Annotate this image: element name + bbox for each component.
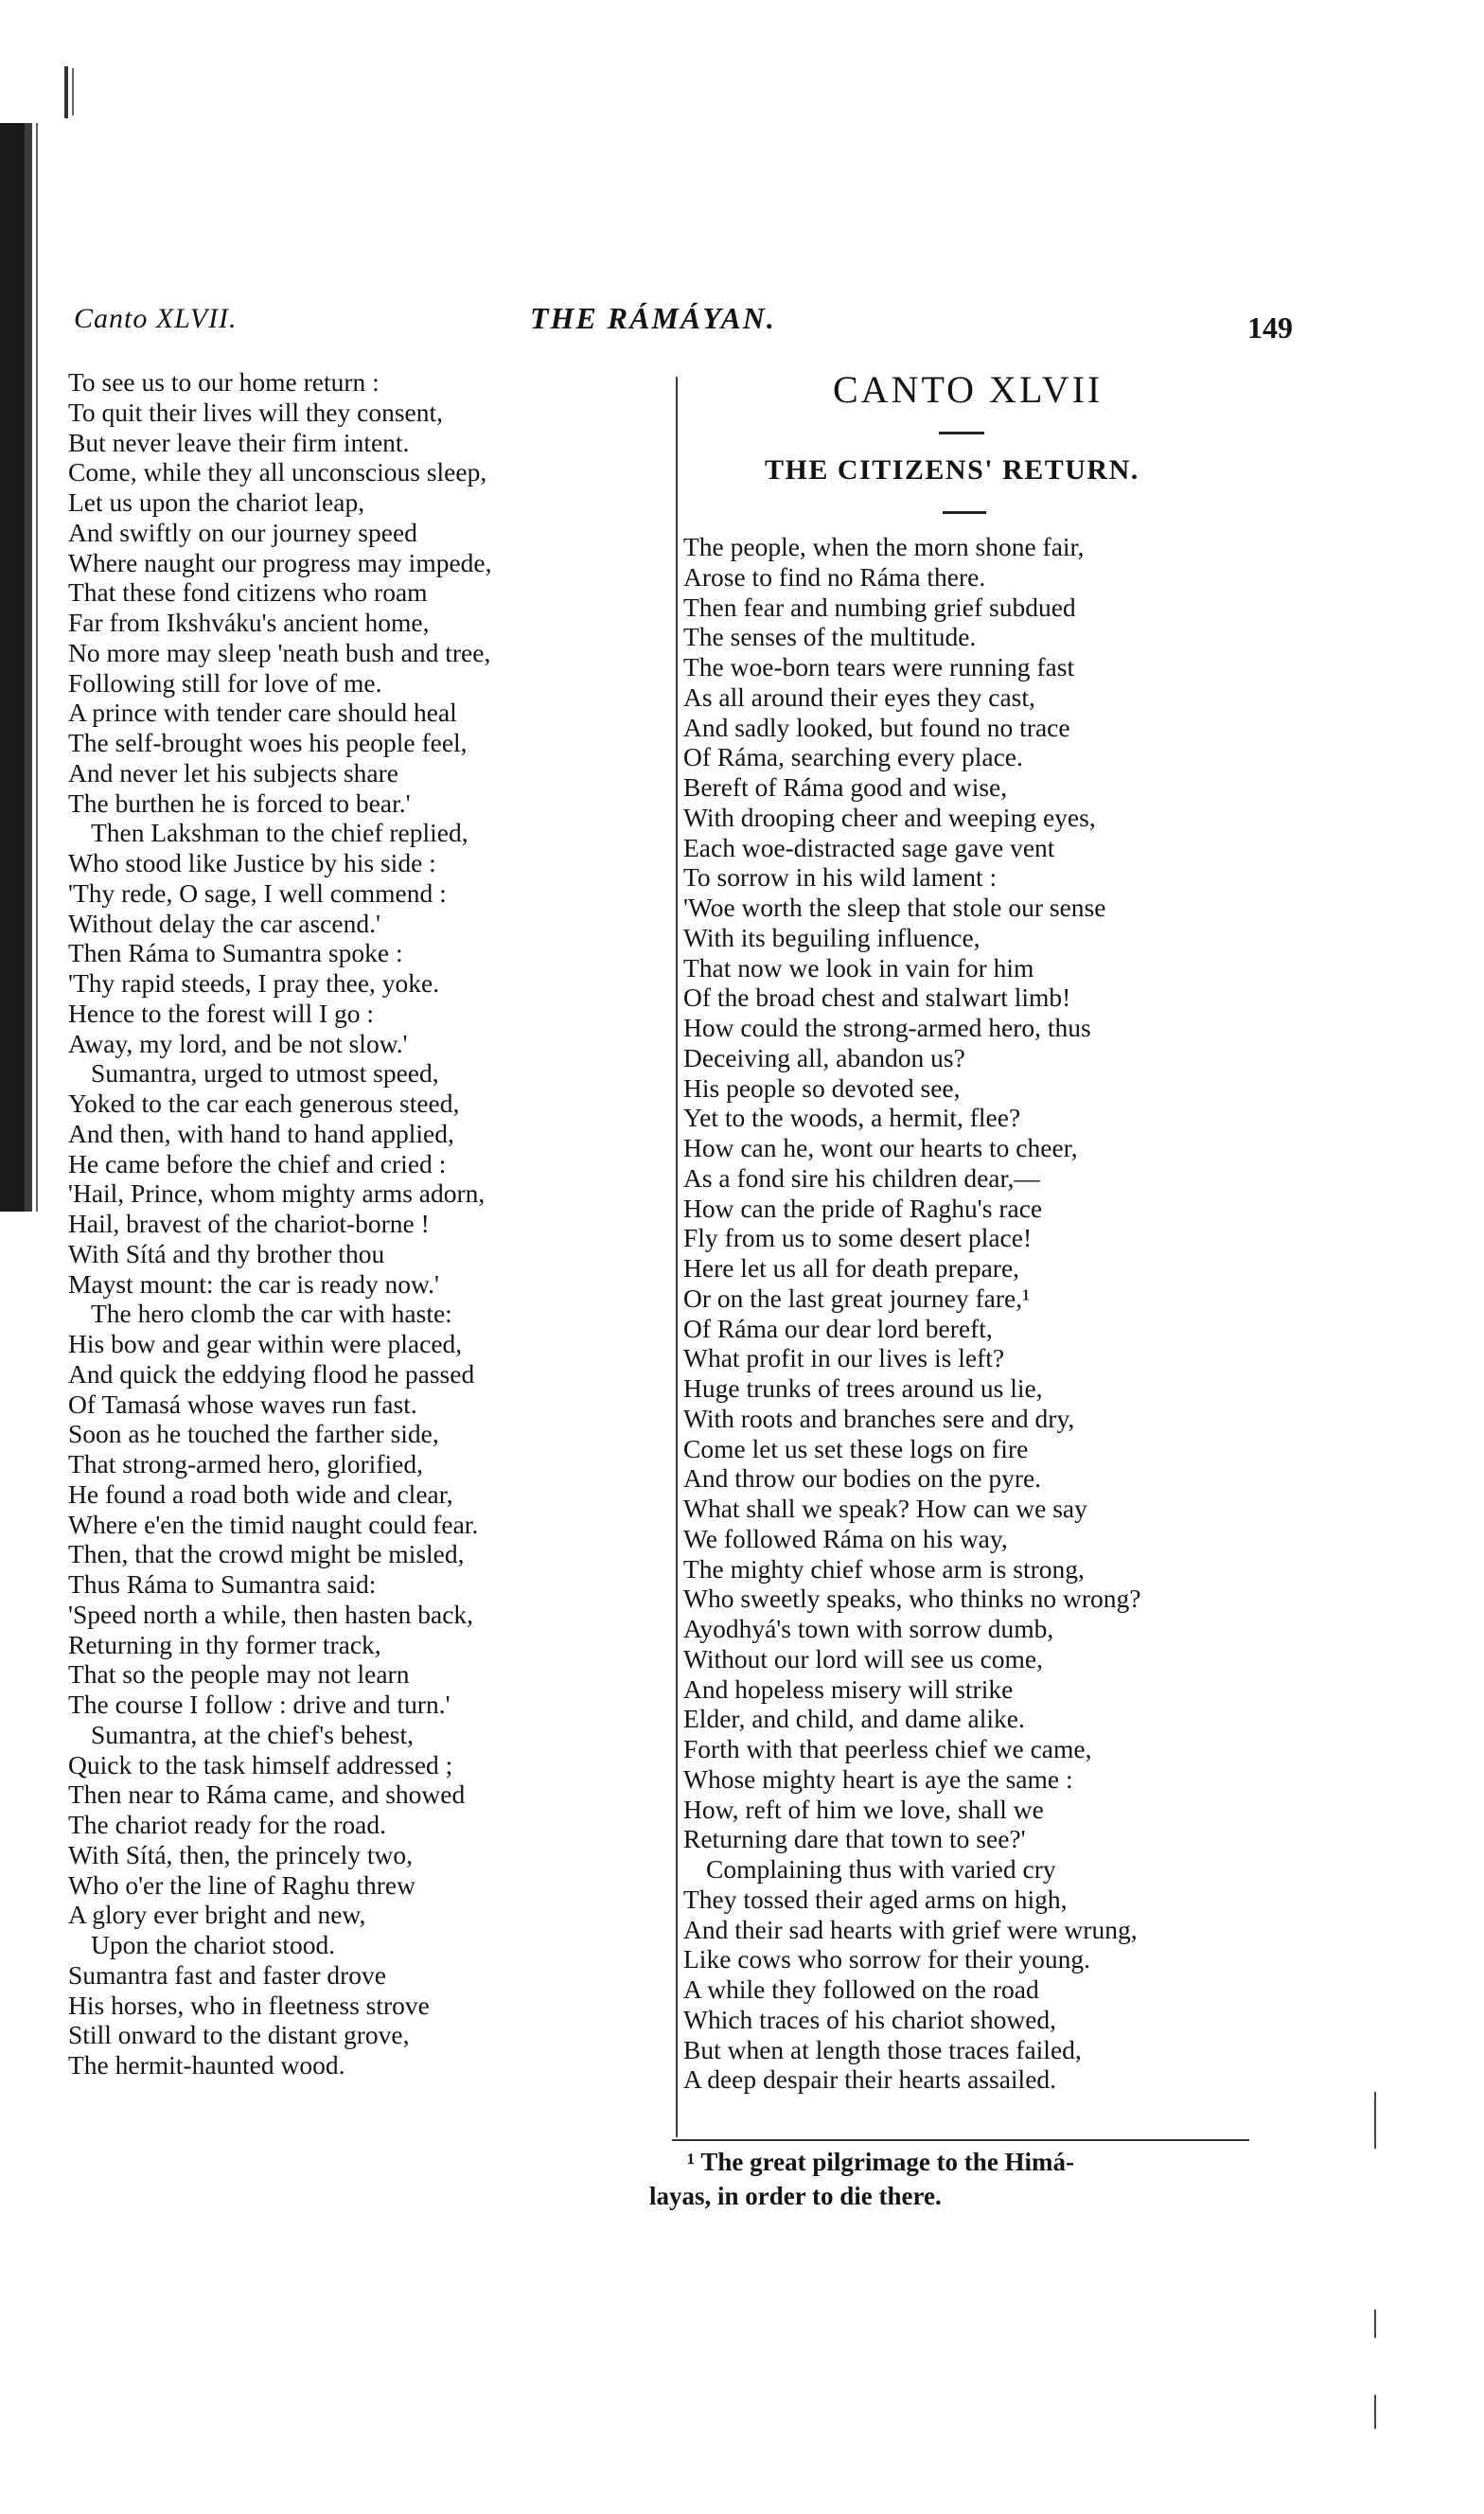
verse-line: Come let us set these logs on fire bbox=[683, 1433, 1029, 1463]
verse-line: That so the people may not learn bbox=[68, 1659, 410, 1690]
verse-line: Of Tamasá whose waves run fast. bbox=[68, 1389, 417, 1419]
binding-mark bbox=[64, 66, 68, 118]
verse-line: A prince with tender care should heal bbox=[68, 698, 457, 728]
verse-line: Which traces of his chariot showed, bbox=[683, 2004, 1057, 2034]
verse-line: No more may sleep 'neath bush and tree, bbox=[68, 637, 491, 667]
verse-line: The course I follow : drive and turn.' bbox=[68, 1690, 450, 1719]
verse-line: Hence to the forest will I go : bbox=[68, 998, 375, 1028]
verse-line: Soon as he touched the farther side, bbox=[68, 1419, 439, 1449]
verse-line: 'Woe worth the sleep that stole our sense bbox=[683, 893, 1106, 922]
verse-line: 'Thy rede, O sage, I well commend : bbox=[68, 877, 447, 908]
verse-line: That these fond citizens who roam bbox=[68, 577, 428, 608]
verse-line: Huge trunks of trees around us lie, bbox=[683, 1373, 1043, 1403]
verse-line: How could the strong-armed hero, thus bbox=[683, 1013, 1091, 1042]
verse-line: And hopeless misery will strike bbox=[683, 1673, 1014, 1704]
verse-line: Then, that the crowd might be misled, bbox=[68, 1539, 465, 1569]
verse-line: His people so devoted see, bbox=[683, 1072, 961, 1103]
verse-line: He came before the chief and cried : bbox=[68, 1148, 447, 1178]
verse-line: Mayst mount: the car is ready now.' bbox=[68, 1268, 439, 1299]
footnote bbox=[649, 2145, 1255, 2213]
verse-line: A while they followed on the road bbox=[683, 1974, 1039, 2004]
verse-line: The mighty chief whose arm is strong, bbox=[683, 1553, 1085, 1584]
verse-line: Following still for love of me. bbox=[68, 667, 382, 698]
running-head-canto: Canto XLVII. bbox=[74, 303, 238, 334]
verse-line: Like cows who sorrow for their young. bbox=[683, 1944, 1090, 1974]
verse-line: They tossed their aged arms on high, bbox=[683, 1884, 1068, 1914]
verse-line: Who sweetly speaks, who thinks no wrong? bbox=[683, 1584, 1141, 1614]
verse-line: We followed Ráma on his way, bbox=[683, 1523, 1008, 1553]
verse-line: Bereft of Ráma good and wise, bbox=[683, 772, 1008, 802]
verse-line: Still onward to the distant grove, bbox=[68, 2020, 410, 2050]
verse-line: 'Hail, Prince, whom mighty arms adorn, bbox=[68, 1178, 486, 1209]
book-spine-shadow bbox=[0, 123, 66, 1212]
verse-line: The chariot ready for the road. bbox=[68, 1810, 386, 1839]
canto-title: CANTO XLVII bbox=[833, 368, 1104, 411]
verse-line: That strong-armed hero, glorified, bbox=[68, 1449, 423, 1478]
verse-line: Quick to the task himself addressed ; bbox=[68, 1749, 453, 1779]
right-verse-column bbox=[683, 532, 1289, 2095]
subtitle-rule bbox=[943, 511, 986, 514]
verse-line: Forth with that peerless chief we came, bbox=[683, 1734, 1092, 1763]
verse-line: With Sítá, then, the princely two, bbox=[68, 1839, 413, 1869]
verse-line: His horses, who in fleetness strove bbox=[68, 1990, 430, 2020]
page-number: 149 bbox=[1247, 310, 1293, 345]
canto-subtitle: THE CITIZENS' RETURN. bbox=[765, 454, 1140, 486]
running-head-title: THE RÁMÁYAN. bbox=[530, 301, 776, 335]
verse-line: The self-brought woes his people feel, bbox=[68, 728, 468, 757]
verse-line: How can the pride of Raghu's race bbox=[683, 1193, 1043, 1223]
verse-line: His bow and gear within were placed, bbox=[68, 1329, 463, 1358]
verse-line: Yet to the woods, a hermit, flee? bbox=[683, 1103, 1021, 1133]
verse-line: Without our lord will see us come, bbox=[683, 1643, 1044, 1673]
verse-line: Then fear and numbing grief subdued bbox=[683, 592, 1076, 622]
verse-line: Without delay the car ascend.' bbox=[68, 908, 380, 938]
verse-line: And quick the eddying flood he passed bbox=[68, 1358, 475, 1389]
verse-line: The senses of the multitude. bbox=[683, 622, 977, 652]
verse-line: As a fond sire his children dear,— bbox=[683, 1162, 1040, 1193]
verse-line: Then Ráma to Sumantra spoke : bbox=[68, 938, 403, 968]
verse-line: What profit in our lives is left? bbox=[683, 1343, 1005, 1373]
verse-line: Hail, bravest of the chariot-borne ! bbox=[68, 1209, 430, 1238]
verse-line: The people, when the morn shone fair, bbox=[683, 532, 1085, 561]
verse-line: Then near to Ráma came, and showed bbox=[68, 1779, 466, 1810]
verse-line: Far from Ikshváku's ancient home, bbox=[68, 608, 430, 637]
verse-line: The woe-born tears were running fast bbox=[683, 652, 1075, 682]
verse-line: Fly from us to some desert place! bbox=[683, 1223, 1033, 1253]
verse-line: And never let his subjects share bbox=[68, 757, 399, 788]
verse-line: And their sad hearts with grief were wrung, bbox=[683, 1914, 1138, 1944]
verse-line: Deceiving all, abandon us? bbox=[683, 1042, 965, 1072]
verse-line: And sadly looked, but found no trace bbox=[683, 712, 1070, 742]
verse-line: The hermit-haunted wood. bbox=[68, 2050, 345, 2080]
verse-line: Sumantra fast and faster drove bbox=[68, 1959, 386, 1990]
verse-line: As all around their eyes they cast, bbox=[683, 682, 1035, 712]
verse-line: And then, with hand to hand applied, bbox=[68, 1118, 454, 1148]
verse-line: Sumantra, urged to utmost speed, bbox=[91, 1058, 439, 1089]
verse-line: 'Thy rapid steeds, I pray thee, yoke. bbox=[68, 968, 440, 998]
verse-line: Here let us all for death prepare, bbox=[683, 1253, 1020, 1283]
verse-line: To quit their lives will they consent, bbox=[68, 397, 443, 427]
verse-line: Then Lakshman to the chief replied, bbox=[91, 818, 468, 848]
verse-line: To see us to our home return : bbox=[68, 367, 380, 397]
verse-line: Or on the last great journey fare,¹ bbox=[683, 1283, 1031, 1313]
verse-line: Away, my lord, and be not slow.' bbox=[68, 1028, 408, 1058]
verse-line: Arose to find no Ráma there. bbox=[683, 561, 986, 592]
verse-line: Of the broad chest and stalwart limb! bbox=[683, 983, 1071, 1013]
title-rule bbox=[939, 432, 984, 434]
verse-line: Each woe-distracted sage gave vent bbox=[683, 832, 1055, 862]
verse-line: He found a road both wide and clear, bbox=[68, 1478, 453, 1509]
verse-line: With drooping cheer and weeping eyes, bbox=[683, 802, 1096, 832]
verse-line: A glory ever bright and new, bbox=[68, 1900, 366, 1930]
verse-line: Who o'er the line of Raghu threw bbox=[68, 1869, 415, 1900]
verse-line: The burthen he is forced to bear.' bbox=[68, 788, 411, 818]
left-verse-column bbox=[68, 367, 664, 2080]
verse-line: That now we look in vain for him bbox=[683, 952, 1034, 983]
verse-line: How can he, wont our hearts to cheer, bbox=[683, 1133, 1078, 1162]
verse-line: Where naught our progress may impede, bbox=[68, 547, 492, 577]
margin-mark bbox=[1374, 2310, 1376, 2338]
verse-line: Come, while they all unconscious sleep, bbox=[68, 457, 487, 487]
margin-mark bbox=[1374, 2395, 1376, 2429]
verse-line: Where e'en the timid naught could fear. bbox=[68, 1509, 479, 1539]
verse-line: What shall we speak? How can we say bbox=[683, 1494, 1087, 1523]
binding-mark bbox=[72, 68, 74, 115]
footnote-rule bbox=[672, 2139, 1249, 2141]
verse-line: Elder, and child, and dame alike. bbox=[683, 1704, 1025, 1734]
verse-line: And swiftly on our journey speed bbox=[68, 517, 417, 547]
footnote-line-1: ¹ The great pilgrimage to the Himá- bbox=[687, 2148, 1075, 2176]
verse-line: With its beguiling influence, bbox=[683, 922, 980, 952]
verse-line: Who stood like Justice by his side : bbox=[68, 848, 436, 877]
verse-line: With Sítá and thy brother thou bbox=[68, 1238, 385, 1268]
margin-mark bbox=[1374, 2092, 1376, 2149]
verse-line: Yoked to the car each generous steed, bbox=[68, 1089, 460, 1118]
verse-line: Ayodhyá's town with sorrow dumb, bbox=[683, 1614, 1054, 1643]
verse-line: But when at length those traces failed, bbox=[683, 2034, 1082, 2064]
verse-line: And throw our bodies on the pyre. bbox=[683, 1463, 1042, 1494]
verse-line: How, reft of him we love, shall we bbox=[683, 1794, 1044, 1824]
verse-line: Returning in thy former track, bbox=[68, 1629, 381, 1659]
column-divider bbox=[676, 377, 678, 2137]
verse-line: Returning dare that town to see?' bbox=[683, 1824, 1026, 1854]
verse-line: Whose mighty heart is aye the same : bbox=[683, 1763, 1073, 1794]
verse-line: Thus Ráma to Sumantra said: bbox=[68, 1569, 377, 1599]
verse-line: A deep despair their hearts assailed. bbox=[683, 2064, 1057, 2095]
verse-line: To sorrow in his wild lament : bbox=[683, 862, 998, 893]
verse-line: With roots and branches sere and dry, bbox=[683, 1403, 1075, 1433]
verse-line: Complaining thus with varied cry bbox=[706, 1854, 1056, 1884]
verse-line: But never leave their firm intent. bbox=[68, 427, 410, 457]
verse-line: Upon the chariot stood. bbox=[91, 1930, 336, 1959]
verse-line: 'Speed north a while, then hasten back, bbox=[68, 1599, 474, 1629]
verse-line: Sumantra, at the chief's behest, bbox=[91, 1719, 414, 1749]
verse-line: Let us upon the chariot leap, bbox=[68, 487, 365, 517]
verse-line: The hero clomb the car with haste: bbox=[91, 1299, 452, 1329]
verse-line: Of Ráma our dear lord bereft, bbox=[683, 1313, 993, 1343]
footnote-line-2: layas, in order to die there. bbox=[649, 2182, 942, 2210]
verse-line: Of Ráma, searching every place. bbox=[683, 742, 1023, 772]
